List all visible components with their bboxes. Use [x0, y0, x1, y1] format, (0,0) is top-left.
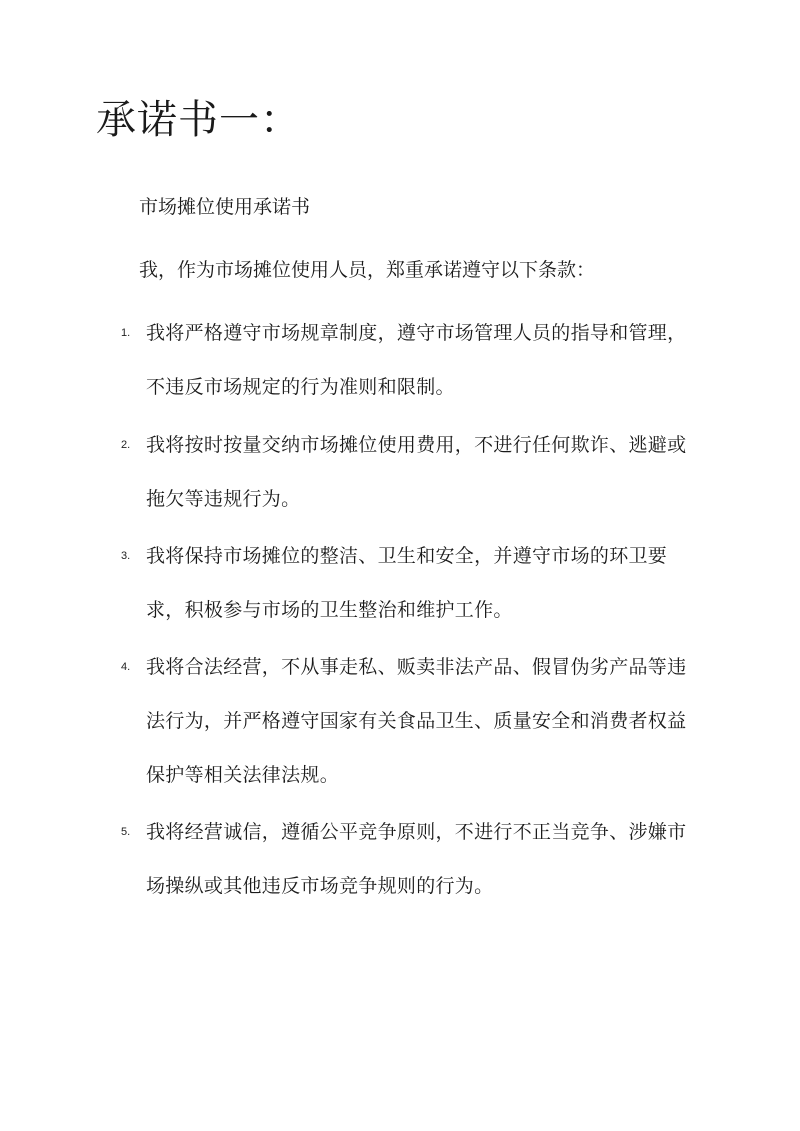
clause-text: 我将严格遵守市场规章制度，遵守市场管理人员的指导和管理，不违反市场规定的行为准则和限制。: [146, 322, 687, 398]
document-heading: 承诺书一：: [96, 97, 301, 143]
clause-text: 我将合法经营，不从事走私、贩卖非法产品、假冒伪劣产品等违法行为，并严格遵守国家有关食品卫生、质量安全和消费者权益保护等相关法律法规。: [146, 656, 687, 786]
clause-text: 我将经营诚信，遵循公平竞争原则，不进行不正当竞争、涉嫌市场操纵或其他违反市场竞争规则的行为。: [146, 821, 687, 897]
document-intro: 我，作为市场摊位使用人员，郑重承诺遵守以下条款：: [139, 259, 596, 281]
clause-text: 我将保持市场摊位的整洁、卫生和安全，并遵守市场的环卫要求，积极参与市场的卫生整治和维护工作。: [146, 545, 668, 621]
document-subtitle: 市场摊位使用承诺书: [139, 196, 311, 218]
clause-number: 2.: [121, 439, 131, 451]
clause-number: 1.: [121, 327, 131, 339]
clause-number: 5.: [121, 826, 131, 838]
clause-number: 3.: [121, 550, 131, 562]
clause-number: 4.: [121, 661, 131, 673]
clause-text: 我将按时按量交纳市场摊位使用费用，不进行任何欺诈、逃避或拖欠等违规行为。: [146, 434, 687, 510]
